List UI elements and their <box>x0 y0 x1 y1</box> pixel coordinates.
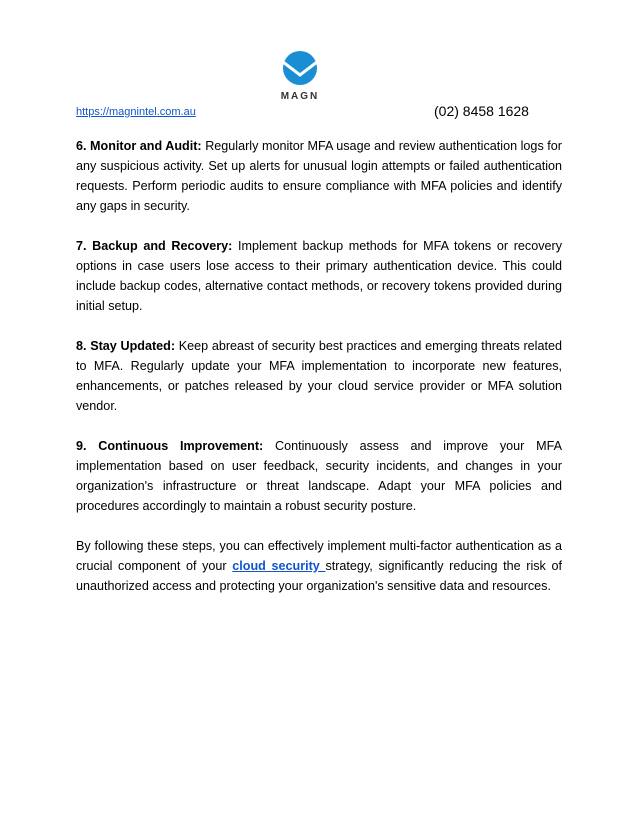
section-continuous-improvement <box>76 436 562 516</box>
section-backup-recovery <box>76 236 562 316</box>
section-text: Implement backup methods for MFA tokens or recovery options in case users lose access to their primary authentication device. This could include backup codes, alternative contact methods, or recovery tokens provided during initial setup. <box>76 239 562 313</box>
section-text: Regularly monitor MFA usage and review authentication logs for any suspicious activity. Set up alerts for unusual login attempts or failed authentication requests. Perform periodic audits to ensure compliance with MFA policies and identify any gaps in security. <box>76 139 562 213</box>
website-link[interactable]: https://magnintel.com.au <box>76 106 196 118</box>
section-heading: 7. Backup and Recovery: <box>76 239 233 253</box>
conclusion-paragraph <box>76 536 562 596</box>
section-stay-updated <box>76 336 562 416</box>
conclusion-text: strategy, significantly reducing the risk of unauthorized access and protecting your organization's sensitive data and resources. <box>76 559 562 593</box>
cloud-security-link[interactable]: cloud security <box>232 559 326 573</box>
section-heading: 8. Stay Updated: <box>76 339 176 353</box>
document-body <box>76 136 562 616</box>
section-text: Continuously assess and improve your MFA implementation based on user feedback, security incidents, and changes in your organization's infrastructure or threat landscape. Adapt your MFA policies and procedures accordingly to maintain a robust security posture. <box>76 439 562 513</box>
logo-icon <box>270 46 330 102</box>
company-logo <box>270 46 330 102</box>
conclusion-text: By following these steps, you can effectively implement multi-factor authentication as a crucial component of your <box>76 539 562 573</box>
section-heading: 6. Monitor and Audit: <box>76 139 202 153</box>
section-heading: 9. Continuous Improvement: <box>76 439 264 453</box>
section-monitor-audit <box>76 136 562 216</box>
logo-wordmark: MAGN <box>280 91 320 102</box>
section-text: Keep abreast of security best practices and emerging threats related to MFA. Regularly update your MFA implementation to incorporate new features, enhancements, or patches released by your cloud service provider or MFA solution vendor. <box>76 339 562 413</box>
phone-number: (02) 8458 1628 <box>434 103 529 119</box>
